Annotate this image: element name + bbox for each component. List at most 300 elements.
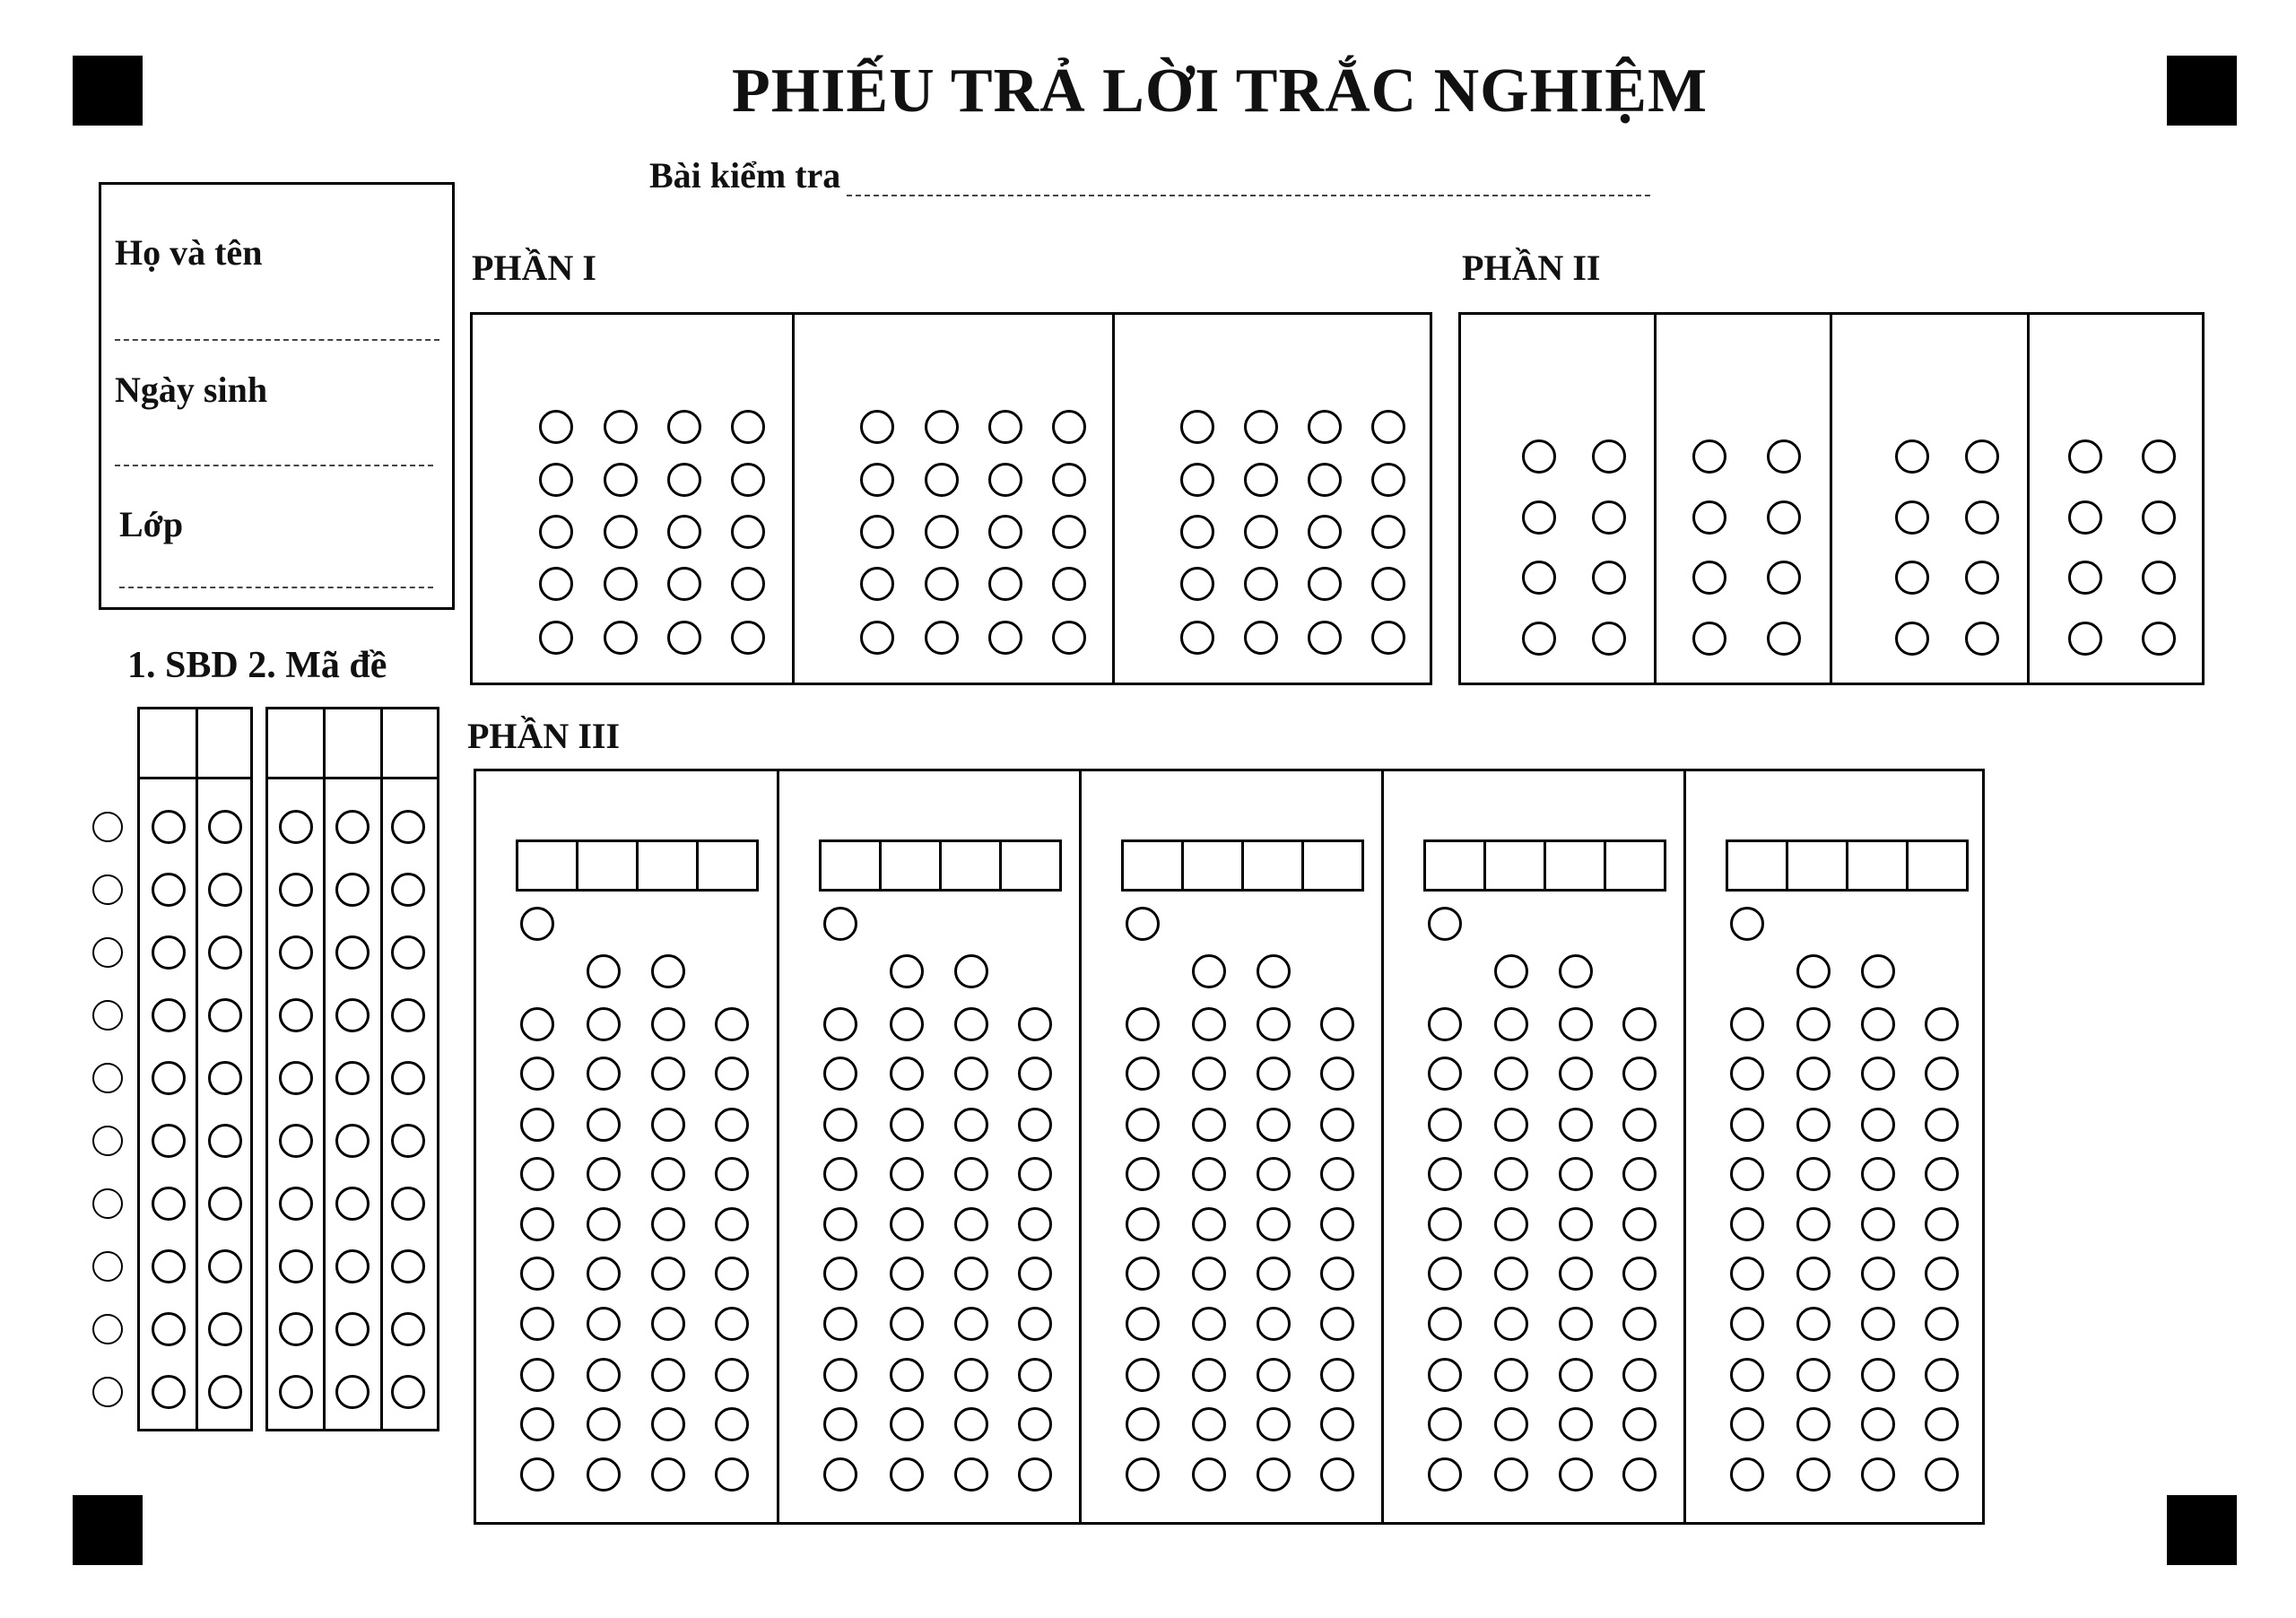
- digit-label[interactable]: [92, 1188, 123, 1219]
- part3-q5-col2-bubble-5[interactable]: [1796, 1257, 1831, 1291]
- sbd-bubble-0[interactable]: [208, 810, 242, 844]
- part3-q3-col1-bubble-0[interactable]: [1126, 1007, 1160, 1041]
- part3-q2-col1-bubble-3[interactable]: [823, 1157, 857, 1191]
- part3-q1-col1-bubble-7[interactable]: [520, 1358, 554, 1392]
- sbd-bubble-5[interactable]: [152, 1124, 186, 1158]
- made-bubble-5[interactable]: [391, 1124, 425, 1158]
- part3-q2-col2-bubble-6[interactable]: [890, 1307, 924, 1341]
- part2-q2-d-true[interactable]: [1692, 622, 1726, 656]
- part3-q4-col4-bubble-6[interactable]: [1622, 1307, 1657, 1341]
- answer-write-cell[interactable]: [1544, 839, 1606, 892]
- part3-q1-col2-bubble-3[interactable]: [587, 1157, 621, 1191]
- q11-bubble-d[interactable]: [1371, 410, 1405, 444]
- part3-q3-col1-bubble-5[interactable]: [1126, 1257, 1160, 1291]
- digit-label[interactable]: [92, 1063, 123, 1093]
- part3-divider[interactable]: [1381, 769, 1384, 1525]
- part3-q5-col2-bubble-3[interactable]: [1796, 1157, 1831, 1191]
- part3-q3-col2-bubble-4[interactable]: [1192, 1207, 1226, 1241]
- part3-q3-minus-bubble[interactable]: [1126, 907, 1160, 941]
- test-name-field[interactable]: [847, 195, 1650, 196]
- part3-q2-col2-bubble-3[interactable]: [890, 1157, 924, 1191]
- part3-q5-col3-bubble-0[interactable]: [1861, 1007, 1895, 1041]
- part3-q1-col4-bubble-1[interactable]: [715, 1057, 749, 1091]
- part2-q2-a-false[interactable]: [1767, 439, 1801, 474]
- q15-bubble-a[interactable]: [1180, 621, 1214, 655]
- part3-q4-col4-bubble-2[interactable]: [1622, 1108, 1657, 1142]
- part3-q4-col3-bubble-8[interactable]: [1559, 1407, 1593, 1441]
- part3-q2-col1-bubble-2[interactable]: [823, 1108, 857, 1142]
- part3-q2-col4-bubble-6[interactable]: [1018, 1307, 1052, 1341]
- part3-q3-comma-bubble[interactable]: [1192, 954, 1226, 988]
- q11-bubble-c[interactable]: [1308, 410, 1342, 444]
- dob-field[interactable]: [115, 465, 433, 466]
- part3-q1-col4-bubble-7[interactable]: [715, 1358, 749, 1392]
- q7-bubble-b[interactable]: [925, 463, 959, 497]
- part3-q3-col3-bubble-5[interactable]: [1257, 1257, 1291, 1291]
- part3-q5-col3-bubble-5[interactable]: [1861, 1257, 1895, 1291]
- part3-q3-col3-bubble-2[interactable]: [1257, 1108, 1291, 1142]
- answer-write-cell[interactable]: [1483, 839, 1546, 892]
- part3-q5-col1-bubble-9[interactable]: [1730, 1457, 1764, 1492]
- part3-q4-col4-bubble-0[interactable]: [1622, 1007, 1657, 1041]
- part3-q1-col3-bubble-2[interactable]: [651, 1108, 685, 1142]
- made-bubble-8[interactable]: [335, 1312, 370, 1346]
- q14-bubble-c[interactable]: [1308, 567, 1342, 601]
- q12-bubble-a[interactable]: [1180, 463, 1214, 497]
- part3-q5-col2-bubble-7[interactable]: [1796, 1358, 1831, 1392]
- part3-q5-col1-bubble-0[interactable]: [1730, 1007, 1764, 1041]
- q1-bubble-a[interactable]: [539, 410, 573, 444]
- part3-q2-col2-bubble-5[interactable]: [890, 1257, 924, 1291]
- part2-divider[interactable]: [2027, 312, 2030, 685]
- part3-q2-col3-bubble-2[interactable]: [954, 1108, 988, 1142]
- part3-q1-col2-bubble-6[interactable]: [587, 1307, 621, 1341]
- part3-q1-col3-bubble-1[interactable]: [651, 1057, 685, 1091]
- made-bubble-9[interactable]: [391, 1375, 425, 1409]
- answer-write-cell[interactable]: [1786, 839, 1848, 892]
- q5-bubble-c[interactable]: [667, 621, 701, 655]
- part3-q2-col3-bubble-3[interactable]: [954, 1157, 988, 1191]
- part3-q5-col2-bubble-4[interactable]: [1796, 1207, 1831, 1241]
- part3-q2-col1-bubble-7[interactable]: [823, 1358, 857, 1392]
- part3-q5-col3-bubble-9[interactable]: [1861, 1457, 1895, 1492]
- part3-q3-col4-bubble-0[interactable]: [1320, 1007, 1354, 1041]
- part3-q5-col4-bubble-5[interactable]: [1925, 1257, 1959, 1291]
- part3-q3-col2-bubble-7[interactable]: [1192, 1358, 1226, 1392]
- part3-q4-col4-bubble-8[interactable]: [1622, 1407, 1657, 1441]
- part3-q2-col2-bubble-8[interactable]: [890, 1407, 924, 1441]
- part2-q1-a-true[interactable]: [1522, 439, 1556, 474]
- q5-bubble-a[interactable]: [539, 621, 573, 655]
- part2-q3-b-true[interactable]: [1895, 500, 1929, 535]
- part2-q3-a-false[interactable]: [1965, 439, 1999, 474]
- made-divider[interactable]: [323, 707, 326, 1431]
- name-field[interactable]: [115, 339, 439, 341]
- q9-bubble-c[interactable]: [988, 567, 1022, 601]
- q13-bubble-b[interactable]: [1244, 515, 1278, 549]
- part3-q5-col4-bubble-3[interactable]: [1925, 1157, 1959, 1191]
- part3-q4-col1-bubble-8[interactable]: [1428, 1407, 1462, 1441]
- part3-q2-col1-bubble-4[interactable]: [823, 1207, 857, 1241]
- part3-q3-col2-bubble-0[interactable]: [1192, 1007, 1226, 1041]
- part3-q3-col2-bubble-6[interactable]: [1192, 1307, 1226, 1341]
- part3-q4-col3-bubble-0[interactable]: [1559, 1007, 1593, 1041]
- made-bubble-0[interactable]: [335, 810, 370, 844]
- made-divider[interactable]: [380, 707, 383, 1431]
- sbd-bubble-1[interactable]: [208, 873, 242, 907]
- part3-q4-col3-bubble-6[interactable]: [1559, 1307, 1593, 1341]
- made-bubble-7[interactable]: [391, 1249, 425, 1283]
- q14-bubble-a[interactable]: [1180, 567, 1214, 601]
- q11-bubble-a[interactable]: [1180, 410, 1214, 444]
- part3-q3-col2-bubble-8[interactable]: [1192, 1407, 1226, 1441]
- part3-q1-col4-bubble-0[interactable]: [715, 1007, 749, 1041]
- part3-q1-col1-bubble-8[interactable]: [520, 1407, 554, 1441]
- q10-bubble-a[interactable]: [860, 621, 894, 655]
- part3-q2-col4-bubble-7[interactable]: [1018, 1358, 1052, 1392]
- q3-bubble-c[interactable]: [667, 515, 701, 549]
- answer-write-cell[interactable]: [1121, 839, 1184, 892]
- q7-bubble-d[interactable]: [1052, 463, 1086, 497]
- part3-q2-col4-bubble-3[interactable]: [1018, 1157, 1052, 1191]
- part2-q2-c-false[interactable]: [1767, 561, 1801, 595]
- part3-q4-col2-bubble-3[interactable]: [1494, 1157, 1528, 1191]
- answer-write-cell[interactable]: [1906, 839, 1969, 892]
- part2-q4-a-false[interactable]: [2142, 439, 2176, 474]
- q10-bubble-d[interactable]: [1052, 621, 1086, 655]
- part3-q5-col2-bubble-8[interactable]: [1796, 1407, 1831, 1441]
- part3-q2-col3-bubble-9[interactable]: [954, 1457, 988, 1492]
- q8-bubble-d[interactable]: [1052, 515, 1086, 549]
- part3-q5-col3-bubble-2[interactable]: [1861, 1108, 1895, 1142]
- part3-q3-col4-bubble-4[interactable]: [1320, 1207, 1354, 1241]
- part3-q5-col2-bubble-9[interactable]: [1796, 1457, 1831, 1492]
- part3-q5-col4-bubble-2[interactable]: [1925, 1108, 1959, 1142]
- part3-q3-col4-bubble-2[interactable]: [1320, 1108, 1354, 1142]
- made-bubble-3[interactable]: [279, 998, 313, 1032]
- q4-bubble-c[interactable]: [667, 567, 701, 601]
- made-bubble-5[interactable]: [279, 1124, 313, 1158]
- answer-write-cell[interactable]: [1604, 839, 1666, 892]
- part3-q4-col2-bubble-5[interactable]: [1494, 1257, 1528, 1291]
- digit-label[interactable]: [92, 1314, 123, 1344]
- part3-q4-col1-bubble-3[interactable]: [1428, 1157, 1462, 1191]
- q2-bubble-b[interactable]: [604, 463, 638, 497]
- part3-q4-col4-bubble-9[interactable]: [1622, 1457, 1657, 1492]
- part3-q4-col4-bubble-5[interactable]: [1622, 1257, 1657, 1291]
- part3-q1-minus-bubble[interactable]: [520, 907, 554, 941]
- part2-q2-a-true[interactable]: [1692, 439, 1726, 474]
- q7-bubble-c[interactable]: [988, 463, 1022, 497]
- made-bubble-4[interactable]: [279, 1061, 313, 1095]
- made-bubble-2[interactable]: [279, 935, 313, 970]
- part3-q1-col3-bubble-7[interactable]: [651, 1358, 685, 1392]
- part3-q1-col3-bubble-9[interactable]: [651, 1457, 685, 1492]
- part3-q2-col4-bubble-1[interactable]: [1018, 1057, 1052, 1091]
- part2-q3-b-false[interactable]: [1965, 500, 1999, 535]
- made-bubble-7[interactable]: [279, 1249, 313, 1283]
- part3-q3-col1-bubble-9[interactable]: [1126, 1457, 1160, 1492]
- digit-label[interactable]: [92, 1000, 123, 1031]
- answer-write-cell[interactable]: [636, 839, 699, 892]
- part2-q1-c-false[interactable]: [1592, 561, 1626, 595]
- made-bubble-9[interactable]: [279, 1375, 313, 1409]
- part3-q3-col3-bubble-0[interactable]: [1257, 1007, 1291, 1041]
- part3-q2-col3-bubble-5[interactable]: [954, 1257, 988, 1291]
- part3-q3-col1-bubble-3[interactable]: [1126, 1157, 1160, 1191]
- q13-bubble-d[interactable]: [1371, 515, 1405, 549]
- part3-divider[interactable]: [1683, 769, 1686, 1525]
- digit-label[interactable]: [92, 812, 123, 842]
- part3-q2-col3-bubble-4[interactable]: [954, 1207, 988, 1241]
- q4-bubble-b[interactable]: [604, 567, 638, 601]
- part2-q2-b-true[interactable]: [1692, 500, 1726, 535]
- answer-write-cell[interactable]: [1423, 839, 1486, 892]
- part3-q4-col3-bubble-3[interactable]: [1559, 1157, 1593, 1191]
- part3-divider[interactable]: [777, 769, 779, 1525]
- part2-q1-b-true[interactable]: [1522, 500, 1556, 535]
- part3-q4-col3-bubble-4[interactable]: [1559, 1207, 1593, 1241]
- part3-q2-col4-bubble-4[interactable]: [1018, 1207, 1052, 1241]
- part3-q1-col2-bubble-9[interactable]: [587, 1457, 621, 1492]
- part3-q2-col3-bubble-7[interactable]: [954, 1358, 988, 1392]
- sbd-bubble-3[interactable]: [152, 998, 186, 1032]
- sbd-bubble-9[interactable]: [152, 1375, 186, 1409]
- part3-q5-col1-bubble-3[interactable]: [1730, 1157, 1764, 1191]
- q6-bubble-d[interactable]: [1052, 410, 1086, 444]
- q4-bubble-d[interactable]: [731, 567, 765, 601]
- part3-q3-col2-bubble-5[interactable]: [1192, 1257, 1226, 1291]
- q2-bubble-c[interactable]: [667, 463, 701, 497]
- sbd-bubble-8[interactable]: [152, 1312, 186, 1346]
- part3-q5-col1-bubble-6[interactable]: [1730, 1307, 1764, 1341]
- made-bubble-0[interactable]: [279, 810, 313, 844]
- part3-q4-col2-bubble-1[interactable]: [1494, 1057, 1528, 1091]
- made-bubble-2[interactable]: [391, 935, 425, 970]
- part3-q2-col2-bubble-0[interactable]: [890, 1007, 924, 1041]
- answer-write-cell[interactable]: [999, 839, 1062, 892]
- made-bubble-0[interactable]: [391, 810, 425, 844]
- part3-q2-col4-bubble-0[interactable]: [1018, 1007, 1052, 1041]
- part3-q5-col2-bubble-6[interactable]: [1796, 1307, 1831, 1341]
- part3-q2-col3-bubble-8[interactable]: [954, 1407, 988, 1441]
- q8-bubble-a[interactable]: [860, 515, 894, 549]
- sbd-bubble-5[interactable]: [208, 1124, 242, 1158]
- part3-q3-col1-bubble-4[interactable]: [1126, 1207, 1160, 1241]
- part2-q1-c-true[interactable]: [1522, 561, 1556, 595]
- part3-q3-col3-bubble-1[interactable]: [1257, 1057, 1291, 1091]
- part2-q4-c-false[interactable]: [2142, 561, 2176, 595]
- part3-q3-col3-bubble-3[interactable]: [1257, 1157, 1291, 1191]
- answer-write-cell[interactable]: [516, 839, 578, 892]
- made-bubble-7[interactable]: [335, 1249, 370, 1283]
- part3-q5-minus-bubble[interactable]: [1730, 907, 1764, 941]
- part3-q4-col2-bubble-8[interactable]: [1494, 1407, 1528, 1441]
- answer-write-cell[interactable]: [879, 839, 942, 892]
- part3-q2-col1-bubble-5[interactable]: [823, 1257, 857, 1291]
- q12-bubble-c[interactable]: [1308, 463, 1342, 497]
- part3-q1-col4-bubble-2[interactable]: [715, 1108, 749, 1142]
- part3-q2-col2-bubble-9[interactable]: [890, 1457, 924, 1492]
- part3-q1-col4-bubble-9[interactable]: [715, 1457, 749, 1492]
- part3-q1-col1-bubble-5[interactable]: [520, 1257, 554, 1291]
- part3-q1-col2-bubble-7[interactable]: [587, 1358, 621, 1392]
- part3-q1-col3-bubble-5[interactable]: [651, 1257, 685, 1291]
- sbd-bubble-2[interactable]: [208, 935, 242, 970]
- made-bubble-2[interactable]: [335, 935, 370, 970]
- part3-q2-col3-bubble-0[interactable]: [954, 1007, 988, 1041]
- q14-bubble-b[interactable]: [1244, 567, 1278, 601]
- part3-q1-col1-bubble-6[interactable]: [520, 1307, 554, 1341]
- part3-q4-col2-bubble-7[interactable]: [1494, 1358, 1528, 1392]
- q5-bubble-b[interactable]: [604, 621, 638, 655]
- made-bubble-6[interactable]: [391, 1187, 425, 1221]
- part2-q2-d-false[interactable]: [1767, 622, 1801, 656]
- sbd-bubble-8[interactable]: [208, 1312, 242, 1346]
- part3-q1-col2-bubble-1[interactable]: [587, 1057, 621, 1091]
- q6-bubble-a[interactable]: [860, 410, 894, 444]
- sbd-bubble-7[interactable]: [208, 1249, 242, 1283]
- part2-q2-c-true[interactable]: [1692, 561, 1726, 595]
- part3-q5-col4-bubble-4[interactable]: [1925, 1207, 1959, 1241]
- digit-label[interactable]: [92, 1377, 123, 1407]
- part3-q5-col1-bubble-2[interactable]: [1730, 1108, 1764, 1142]
- part3-q5-col4-bubble-8[interactable]: [1925, 1407, 1959, 1441]
- made-bubble-1[interactable]: [279, 873, 313, 907]
- part1-divider[interactable]: [792, 312, 795, 685]
- part3-q3-col2-bubble-3[interactable]: [1192, 1157, 1226, 1191]
- part3-q3-col4-bubble-5[interactable]: [1320, 1257, 1354, 1291]
- part3-q4-col1-bubble-2[interactable]: [1428, 1108, 1462, 1142]
- part2-q2-b-false[interactable]: [1767, 500, 1801, 535]
- part2-q3-d-false[interactable]: [1965, 622, 1999, 656]
- part3-q1-col3-bubble-0[interactable]: [651, 1007, 685, 1041]
- part3-q1-col2-bubble-0[interactable]: [587, 1007, 621, 1041]
- part2-divider[interactable]: [1830, 312, 1832, 685]
- q1-bubble-b[interactable]: [604, 410, 638, 444]
- part3-q5-col1-bubble-8[interactable]: [1730, 1407, 1764, 1441]
- sbd-bubble-7[interactable]: [152, 1249, 186, 1283]
- part3-q5-col2-bubble-0[interactable]: [1796, 1007, 1831, 1041]
- part3-q4-col4-bubble-3[interactable]: [1622, 1157, 1657, 1191]
- part3-q1-col2-bubble-4[interactable]: [587, 1207, 621, 1241]
- q9-bubble-a[interactable]: [860, 567, 894, 601]
- part2-divider[interactable]: [1654, 312, 1657, 685]
- part3-q3-col4-bubble-9[interactable]: [1320, 1457, 1354, 1492]
- sbd-header-line[interactable]: [137, 777, 253, 779]
- part3-q2-col4-bubble-2[interactable]: [1018, 1108, 1052, 1142]
- part3-q1-col3-bubble-4[interactable]: [651, 1207, 685, 1241]
- answer-write-cell[interactable]: [939, 839, 1002, 892]
- part3-q4-col3-bubble-9[interactable]: [1559, 1457, 1593, 1492]
- part2-q1-a-false[interactable]: [1592, 439, 1626, 474]
- part3-q4-col4-bubble-4[interactable]: [1622, 1207, 1657, 1241]
- sbd-bubble-3[interactable]: [208, 998, 242, 1032]
- part3-divider[interactable]: [1079, 769, 1082, 1525]
- q8-bubble-c[interactable]: [988, 515, 1022, 549]
- sbd-bubble-6[interactable]: [208, 1187, 242, 1221]
- q3-bubble-b[interactable]: [604, 515, 638, 549]
- part3-q1-col1-bubble-9[interactable]: [520, 1457, 554, 1492]
- part2-q3-d-true[interactable]: [1895, 622, 1929, 656]
- part3-q3-col3-bubble-6[interactable]: [1257, 1307, 1291, 1341]
- q6-bubble-c[interactable]: [988, 410, 1022, 444]
- q1-bubble-d[interactable]: [731, 410, 765, 444]
- answer-write-cell[interactable]: [1301, 839, 1364, 892]
- made-bubble-1[interactable]: [391, 873, 425, 907]
- part3-q4-col4-bubble-7[interactable]: [1622, 1358, 1657, 1392]
- answer-write-cell[interactable]: [576, 839, 639, 892]
- part3-q4-col1-bubble-7[interactable]: [1428, 1358, 1462, 1392]
- part2-q1-d-false[interactable]: [1592, 622, 1626, 656]
- made-header-line[interactable]: [265, 777, 439, 779]
- part3-q3-col4-bubble-1[interactable]: [1320, 1057, 1354, 1091]
- q3-bubble-a[interactable]: [539, 515, 573, 549]
- part3-q1-col3-bubble-6[interactable]: [651, 1307, 685, 1341]
- part3-q3-col3-bubble-9[interactable]: [1257, 1457, 1291, 1492]
- part3-q2-col4-bubble-9[interactable]: [1018, 1457, 1052, 1492]
- part3-q2-col4-bubble-8[interactable]: [1018, 1407, 1052, 1441]
- part3-q4-col4-bubble-1[interactable]: [1622, 1057, 1657, 1091]
- part2-q1-d-true[interactable]: [1522, 622, 1556, 656]
- part3-q1-col4-bubble-4[interactable]: [715, 1207, 749, 1241]
- part3-q1-col4-bubble-3[interactable]: [715, 1157, 749, 1191]
- q2-bubble-a[interactable]: [539, 463, 573, 497]
- part3-q5-col3-bubble-7[interactable]: [1861, 1358, 1895, 1392]
- part3-q3-col2-bubble-9[interactable]: [1192, 1457, 1226, 1492]
- q15-bubble-b[interactable]: [1244, 621, 1278, 655]
- q10-bubble-b[interactable]: [925, 621, 959, 655]
- sbd-bubble-9[interactable]: [208, 1375, 242, 1409]
- q10-bubble-c[interactable]: [988, 621, 1022, 655]
- sbd-bubble-0[interactable]: [152, 810, 186, 844]
- part3-q4-col2-bubble-2[interactable]: [1494, 1108, 1528, 1142]
- part3-q4-col2-bubble-6[interactable]: [1494, 1307, 1528, 1341]
- answer-write-cell[interactable]: [1846, 839, 1909, 892]
- part3-q2-col4-bubble-5[interactable]: [1018, 1257, 1052, 1291]
- class-field[interactable]: [119, 587, 433, 588]
- part3-q5-col3-bubble-6[interactable]: [1861, 1307, 1895, 1341]
- part3-q5-col4-bubble-0[interactable]: [1925, 1007, 1959, 1041]
- q12-bubble-d[interactable]: [1371, 463, 1405, 497]
- part3-q5-col4-bubble-9[interactable]: [1925, 1457, 1959, 1492]
- part3-q3-col1-bubble-7[interactable]: [1126, 1358, 1160, 1392]
- part3-q1-comma-bubble[interactable]: [651, 954, 685, 988]
- part3-q4-col2-bubble-9[interactable]: [1494, 1457, 1528, 1492]
- part3-q2-col2-bubble-4[interactable]: [890, 1207, 924, 1241]
- part3-q4-col1-bubble-5[interactable]: [1428, 1257, 1462, 1291]
- part3-q4-col2-bubble-4[interactable]: [1494, 1207, 1528, 1241]
- made-bubble-6[interactable]: [279, 1187, 313, 1221]
- q12-bubble-b[interactable]: [1244, 463, 1278, 497]
- answer-write-cell[interactable]: [819, 839, 882, 892]
- part3-q1-col4-bubble-8[interactable]: [715, 1407, 749, 1441]
- q5-bubble-d[interactable]: [731, 621, 765, 655]
- part3-q3-col4-bubble-7[interactable]: [1320, 1358, 1354, 1392]
- part2-q4-a-true[interactable]: [2068, 439, 2102, 474]
- part2-q4-b-false[interactable]: [2142, 500, 2176, 535]
- part3-q3-col3-bubble-4[interactable]: [1257, 1207, 1291, 1241]
- part3-q5-col4-bubble-1[interactable]: [1925, 1057, 1959, 1091]
- part3-q3-col2-bubble-1[interactable]: [1192, 1057, 1226, 1091]
- part1-divider[interactable]: [1112, 312, 1115, 685]
- part3-q4-col1-bubble-4[interactable]: [1428, 1207, 1462, 1241]
- made-bubble-9[interactable]: [335, 1375, 370, 1409]
- part3-q2-col3-bubble-1[interactable]: [954, 1057, 988, 1091]
- part3-q1-col3-bubble-8[interactable]: [651, 1407, 685, 1441]
- part3-q5-col3-bubble-4[interactable]: [1861, 1207, 1895, 1241]
- answer-write-cell[interactable]: [1181, 839, 1244, 892]
